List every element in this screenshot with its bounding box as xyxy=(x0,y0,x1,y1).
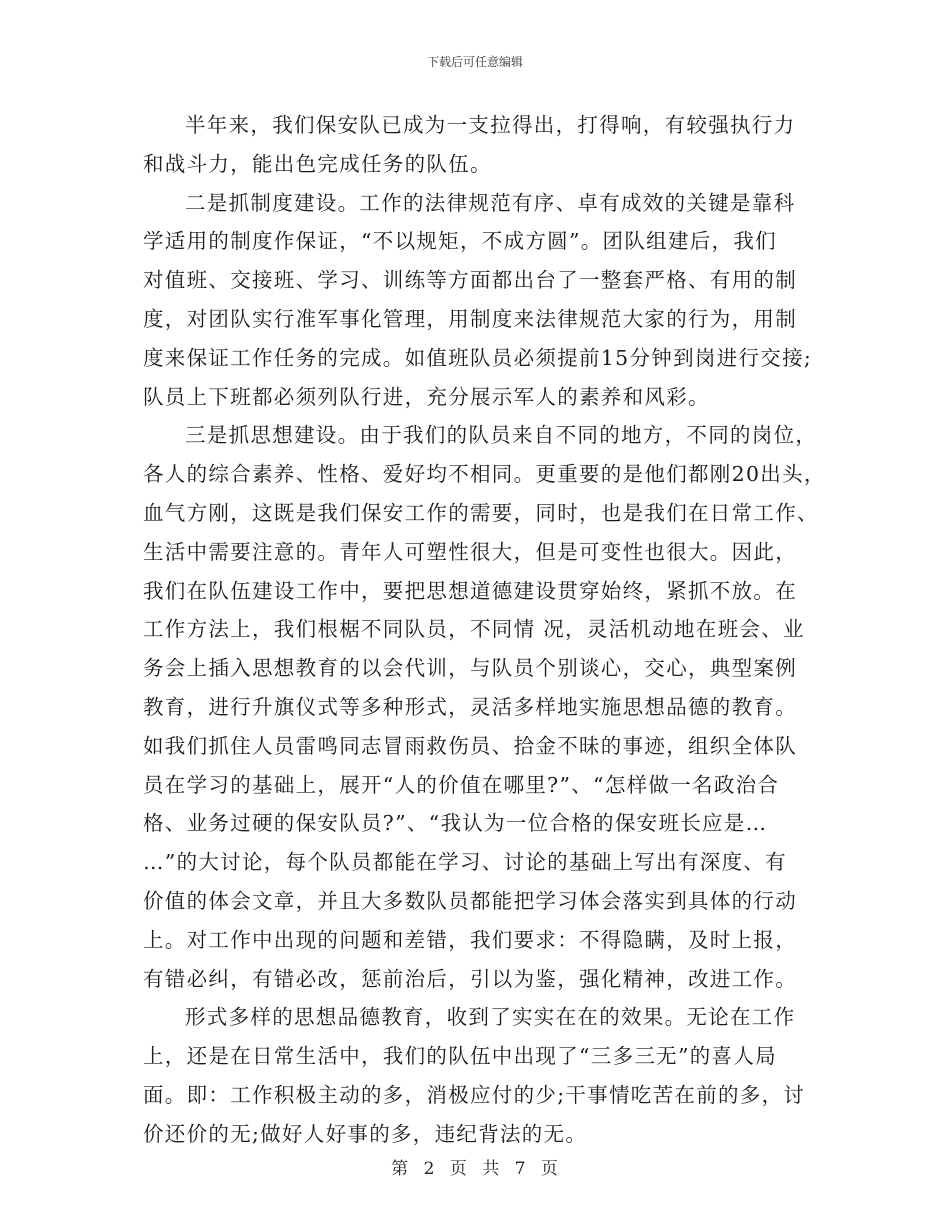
page-footer: 第 2 页 共 7 页 xyxy=(391,1159,559,1179)
text-line: 形式多样的思想品德教育，收到了实实在在的效果。无论在工作 xyxy=(185,1005,796,1030)
text-line: 上。对工作中出现的问题和差错，我们要求：不得隐瞒，及时上报， xyxy=(143,927,797,952)
page-header: 下载后可任意编辑 xyxy=(426,55,523,69)
text-line: 如我们抓住人员雷鸣同志冒雨救伤员、拾金不昧的事迹，组织全体队 xyxy=(143,733,797,758)
text-line: 血气方刚，这既是我们保安工作的需要，同时，也是我们在日常工作、 xyxy=(143,500,819,525)
text-line: 对值班、交接班、学习、训练等方面都出台了一整套严格、有用的制 xyxy=(143,268,797,293)
text-line: 我们在队伍建设工作中，要把思想道德建设贯穿始终，紧抓不放。在 xyxy=(143,578,797,603)
text-line: 二是抓制度建设。工作的法律规范有序、卓有成效的关键是靠科 xyxy=(185,190,796,215)
text-line: 三是抓思想建设。由于我们的队员来自不同的地方，不同的岗位， xyxy=(185,423,818,448)
text-line: 学适用的制度作保证，“不以规矩，不成方圆”。团队组建后，我们 xyxy=(143,229,777,254)
text-line: 价值的体会文章，并且大多数队员都能把学习体会落实到具体的行动 xyxy=(143,888,797,913)
text-line: 度来保证工作任务的完成。如值班队员必须提前15分钟到岗进行交接; xyxy=(143,345,813,370)
text-line: …”的大讨论，每个队员都能在学习、讨论的基础上写出有深度、有 xyxy=(143,850,787,875)
document-body xyxy=(143,106,826,1154)
text-line: 上，还是在日常生活中，我们的队伍中出现了“三多三无”的喜人局 xyxy=(143,1044,777,1069)
text-line: 面。即：工作积极主动的多，消极应付的少;干事情吃苦在前的多，讨 xyxy=(143,1082,806,1107)
text-line: 有错必纠，有错必改，惩前治后，引以为鉴，强化精神，改进工作。 xyxy=(143,966,797,991)
text-line: 队员上下班都必须列队行进，充分展示军人的素养和风彩。 xyxy=(143,384,710,409)
text-line: 和战斗力，能出色完成任务的队伍。 xyxy=(143,151,492,176)
text-line: 生活中需要注意的。青年人可塑性很大，但是可变性也很大。因此， xyxy=(143,539,797,564)
text-line: 价还价的无;做好人好事的多，违纪背法的无。 xyxy=(143,1121,588,1146)
text-line: 半年来，我们保安队已成为一支拉得出，打得响，有较强执行力 xyxy=(185,113,796,137)
text-line: 格、业务过硬的保安队员?”、“我认为一位合格的保安班长应是… xyxy=(143,811,768,836)
text-line: 务会上插入思想教育的以会代训，与队员个别谈心，交心，典型案例 xyxy=(143,656,797,681)
text-line: 工作方法上，我们根椐不同队员，不同情 况，灵活机动地在班会、业 xyxy=(143,617,805,642)
text-line: 各人的综合素养、性格、爱好均不相同。更重要的是他们都刚20出头， xyxy=(143,462,826,487)
text-line: 教育，进行升旗仪式等多种形式，灵活多样地实施思想品德的教育。 xyxy=(143,694,797,719)
text-line: 度，对团队实行准军事化管理，用制度来法律规范大家的行为，用制 xyxy=(143,306,797,331)
text-line: 员在学习的基础上，展开“人的价值在哪里?”、“怎样做一名政治合 xyxy=(143,772,780,797)
